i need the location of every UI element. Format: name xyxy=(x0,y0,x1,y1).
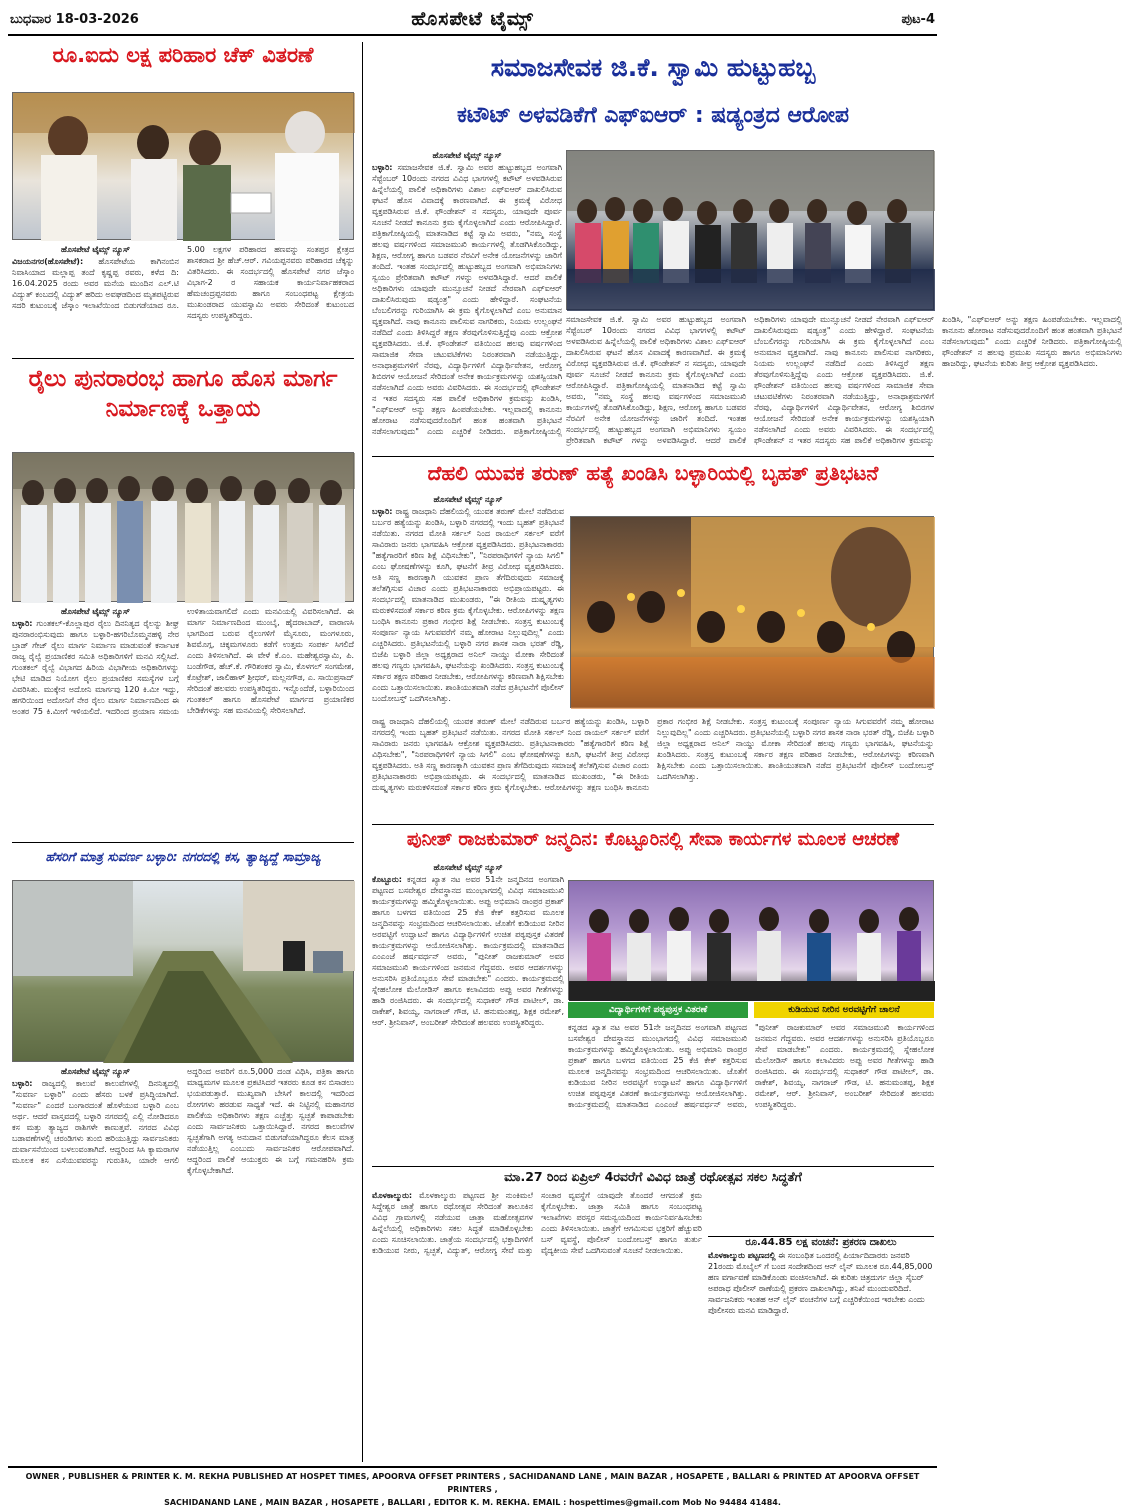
fair-body: ಮೊಳಕಾಲ್ಮುರು ಪಟ್ಟಣದ ಶ್ರೀ ನುಂಕಿಮಲೆ ಸಿದ್ದೇಶ್ವರ ಜಾತ್ರೆ ಹಾಗೂ ರಥೋತ್ಸವ ಸೇರಿದಂತೆ ತಾಲೂಕಿನ ವಿವಿಧ ಗ್ರಾಮಗಳಲ್ಲಿ ನಡೆಯುವ ಜಾತ್ರಾ ಮಹೋತ್ಸವಗಳ ಹಿನ್ನೆಲೆಯಲ್ಲಿ ಅಧಿಕಾರಿಗಳು ಸಕಲ ಸಿದ್ಧತೆ ಮಾಡಿಕೊಳ್ಳಬೇಕು ಎಂದು ಸೂಚಿಸಲಾಯಿತು. ಜಾತ್ರೆಯ ಸಂದರ್ಭದಲ್ಲಿ ಭಕ್ತಾದಿಗಳಿಗೆ ಕುಡಿಯುವ ನೀರು, ಸ್ವಚ್ಛತೆ, ವಿದ್ಯುತ್, ಆರೋಗ್ಯ ಸೇವೆ ಮತ್ತು ಸಂಚಾರ ವ್ಯವಸ್ಥೆಗೆ ಯಾವುದೇ ತೊಂದರೆ ಆಗದಂತೆ ಕ್ರಮ ಕೈಗೊಳ್ಳಬೇಕು. ಜಾತ್ರಾ ಸಮಿತಿ ಹಾಗೂ ಸಂಬಂಧಪಟ್ಟ ಇಲಾಖೆಗಳು ಪರಸ್ಪರ ಸಮನ್ವಯದಿಂದ ಕಾರ್ಯನಿರ್ವಹಿಸಬೇಕು ಎಂದು ತಿಳಿಸಲಾಯಿತು. ಜಾತ್ರೆಗೆ ಆಗಮಿಸುವ ಭಕ್ತರಿಗೆ ಹೆಚ್ಚುವರಿ ಬಸ್ ವ್ಯವಸ್ಥೆ, ಪೊಲೀಸ್ ಬಂದೋಬಸ್ತ್ ಹಾಗೂ ತುರ್ತು ವೈದ್ಯಕೀಯ ಸೇವೆ ಒದಗಿಸುವಂತೆ ಸೂಚನೆ ನೀಡಲಾಯಿತು. xyxy=(372,1191,702,1255)
cheque-byline: ಹೊಸಪೇಟೆ ಟೈಮ್ಸ್ ನ್ಯೂಸ್ xyxy=(61,245,130,254)
railway-dateline: ಬಳ್ಳಾರಿ: xyxy=(12,619,33,628)
protest-dateline: ಬಳ್ಳಾರಿ: xyxy=(372,507,393,516)
swamy-body-continued: ಸಮಾಜಸೇವಕ ಜಿ.ಕೆ. ಸ್ವಾಮಿ ಅವರ ಹುಟ್ಟುಹಬ್ಬದ ಅಂಗವಾಗಿ ಸೆಪ್ಟೆಂಬರ್ 10ರಂದು ನಗರದ ವಿವಿಧ ಭಾಗಗಳಲ್ಲಿ ಕಟೌಟ್ ಅಳವಡಿಸಿರುವ ಹಿನ್ನೆಲೆಯಲ್ಲಿ ಪಾಲಿಕೆ ಅಧಿಕಾರಿಗಳು ವಿಶಾಲ ಎಫ್ಐಆರ್ ದಾಖಲಿಸಿರುವ ಘಟನೆ ಹೊಸ ವಿವಾದಕ್ಕೆ ಕಾರಣವಾಗಿದೆ. ಈ ಕ್ರಮಕ್ಕೆ ವಿರೋಧ ವ್ಯಕ್ತಪಡಿಸಿರುವ ಜಿ.ಕೆ. ಫೌಂಡೇಶನ್ ನ ಸದಸ್ಯರು, ಯಾವುದೇ ಪೂರ್ವ ಸೂಚನೆ ನೀಡದೆ ಕಾನೂನು ಕ್ರಮ ಕೈಗೊಳ್ಳಲಾಗಿದೆ ಎಂದು ಆರೋಪಿಸಿದ್ದಾರೆ. ಪತ್ರಿಕಾಗೋಷ್ಠಿಯಲ್ಲಿ ಮಾತನಾಡಿದ ಕಟ್ಟೆ ಸ್ವಾಮಿ ಅವರು, "ನಮ್ಮ ಸಂಸ್ಥೆ ಹಲವು ವರ್ಷಗಳಿಂದ ಸಮಾಜಮುಖಿ ಕಾರ್ಯಗಳಲ್ಲಿ ತೊಡಗಿಸಿಕೊಂಡಿದ್ದು, ಶಿಕ್ಷಣ, ಆರೋಗ್ಯ ಹಾಗೂ ಬಡವರ ನೆರವಿಗೆ ಅನೇಕ ಯೋಜನೆಗಳನ್ನು ಜಾರಿಗೆ ತಂದಿದೆ. ಇಂತಹ ಸಂದರ್ಭದಲ್ಲಿ ಹುಟ್ಟುಹಬ್ಬದ ಅಂಗವಾಗಿ ಅಭಿಮಾನಿಗಳು ಸ್ವಯಂ ಪ್ರೇರಿತವಾಗಿ ಕಟೌಟ್ ಗಳನ್ನು ಅಳವಡಿಸಿದ್ದಾರೆ. ಆದರೆ ಪಾಲಿಕೆ ಅಧಿಕಾರಿಗಳು ಯಾವುದೇ ಮುನ್ಸೂಚನೆ ನೀಡದೆ ನೇರವಾಗಿ ಎಫ್ಐಆರ್ ದಾಖಲಿಸಿರುವುದು ಷಡ್ಯಂತ್ರ" ಎಂದು ಹೇಳಿದ್ದಾರೆ. ಸಂಘಟನೆಯ ಬೆಂಬಲಿಗರನ್ನು ಗುರಿಯಾಗಿಸಿ ಈ ಕ್ರಮ ಕೈಗೊಳ್ಳಲಾಗಿದೆ ಎಂಬ ಅನುಮಾನ ವ್ಯಕ್ತವಾಗಿದೆ. ನಾವು ಕಾನೂನು ಪಾಲಿಸುವ ನಾಗರಿಕರು, ನಿಯಮ ಉಲ್ಲಂಘನೆ ನಡೆದಿದೆ ಎಂದು ತಿಳಿಸಿದ್ದರೆ ತಕ್ಷಣ ತೆರವುಗೊಳಿಸುತ್ತಿದ್ದೆವು ಎಂದು ಆಕ್ರೋಶ ವ್ಯಕ್ತಪಡಿಸಿದರು. ಜಿ.ಕೆ. ಫೌಂಡೇಶನ್ ವತಿಯಿಂದ ಹಲವು ವರ್ಷಗಳಿಂದ ಸಾಮಾಜಿಕ ಸೇವಾ ಚಟುವಟಿಕೆಗಳು ನಿರಂತರವಾಗಿ ನಡೆಯುತ್ತಿದ್ದು, ಅನಾಥಾಶ್ರಮಗಳಿಗೆ ನೆರವು, ವಿದ್ಯಾರ್ಥಿಗಳಿಗೆ ವಿದ್ಯಾರ್ಥಿವೇತನ, ಆರೋಗ್ಯ ಶಿಬಿರಗಳ ಆಯೋಜನೆ ಸೇರಿದಂತೆ ಅನೇಕ ಕಾರ್ಯಕ್ರಮಗಳನ್ನು ಯಶಸ್ವಿಯಾಗಿ ನಡೆಸಲಾಗಿದೆ ಎಂದು ಅವರು ವಿವರಿಸಿದರು. ಈ ಸಂದರ್ಭದಲ್ಲಿ ಫೌಂಡೇಶನ್ ನ ಇತರ ಸದಸ್ಯರು ಸಹ ಪಾಲಿಕೆ ಅಧಿಕಾರಿಗಳ ಕ್ರಮವನ್ನು ಖಂಡಿಸಿ, "ಎಫ್ಐಆರ್ ಅನ್ನು ತಕ್ಷಣ ಹಿಂಪಡೆಯಬೇಕು. ಇಲ್ಲವಾದಲ್ಲಿ ಕಾನೂನು ಹೋರಾಟ ನಡೆಸುವುದರೊಂದಿಗೆ ಹಂತ ಹಂತವಾಗಿ ಪ್ರತಿಭಟನೆ ನಡೆಸಲಾಗುವುದು" ಎಂದು ಎಚ್ಚರಿಕೆ ನೀಡಿದರು. ಪತ್ರಿಕಾಗೋಷ್ಠಿಯಲ್ಲಿ ಫೌಂಡೇಶನ್ ನ ಹಲವು ಪ್ರಮುಖ ಸದಸ್ಯರು ಹಾಗೂ ಅಭಿಮಾನಿಗಳು ಹಾಜರಿದ್ದು, ಘಟನೆಯ ಕುರಿತು ತೀವ್ರ ಆಕ್ರೋಶ ವ್ಯಕ್ತಪಡಿಸಿದರು. xyxy=(566,315,1122,445)
garbage-photo-illustration xyxy=(13,881,355,1063)
puneeth-dateline: ಕೊಟ್ಟೂರು: xyxy=(372,875,402,884)
garbage-headline: ಹೆಸರಿಗೆ ಮಾತ್ರ ಸುವರ್ಣ ಬಳ್ಳಾರಿ: ನಗರದಲ್ಲಿ ಕಸ, ತ್ಯಾಜ್ಯದ್ದೆ ಸಾಮ್ರಾಜ್ಯ xyxy=(45,849,321,864)
fair-headline: ಮಾ.27 ರಿಂದ ಏಪ್ರಿಲ್ 4ರವರೆಗೆ ವಿವಿಧ ಜಾತ್ರೆ ರಥೋತ್ಸವ ಸಕಲ ಸಿದ್ಧತೆಗೆ xyxy=(504,1169,802,1184)
cheque-photo xyxy=(12,92,354,240)
cheque-photo-illustration xyxy=(13,93,355,241)
fraud-headline: ರೂ.44.85 ಲಕ್ಷ ವಂಚನೆ: ಪ್ರಕರಣ ದಾಖಲು xyxy=(745,1237,897,1248)
puneeth-caption-right: ಕುಡಿಯುವ ನೀರಿನ ಅರವಟ್ಟಿಗೆಗೆ ಚಾಲನೆ xyxy=(754,1002,934,1018)
fair-article xyxy=(372,1190,702,1460)
garbage-dateline: ಬಳ್ಳಾರಿ: xyxy=(12,1079,33,1088)
swamy-byline: ಹೊಸಪೇಟೆ ಟೈಮ್ಸ್ ನ್ಯೂಸ್ xyxy=(432,151,502,160)
railway-byline: ಹೊಸಪೇಟೆ ಟೈಮ್ಸ್ ನ್ಯೂಸ್ xyxy=(61,607,130,616)
protest-article-b xyxy=(372,716,934,820)
protest-photo-illustration xyxy=(571,517,935,709)
cheque-article xyxy=(12,244,354,354)
protest-body: ರಾಷ್ಟ್ರ ರಾಜಧಾನಿ ದೆಹಲಿಯಲ್ಲಿ ಯುವಕ ತರುಣ್ ಮೇಲೆ ನಡೆದಿರುವ ಬರ್ಬರ ಹತ್ಯೆಯನ್ನು ಖಂಡಿಸಿ, ಬಳ್ಳಾರಿ ನಗರದಲ್ಲಿ ಇಂದು ಬೃಹತ್ ಪ್ರತಿಭಟನೆ ನಡೆಯಿತು. ನಗರದ ಮೋತಿ ಸರ್ಕಲ್ ನಿಂದ ರಾಯಲ್ ಸರ್ಕಲ್ ವರೆಗೆ ಸಾವಿರಾರು ಜನರು ಭಾಗವಹಿಸಿ ಆಕ್ರೋಶ ವ್ಯಕ್ತಪಡಿಸಿದರು. ಪ್ರತಿಭಟನಾಕಾರರು "ಹತ್ಯೆಗಾರರಿಗೆ ಕಠಿಣ ಶಿಕ್ಷೆ ವಿಧಿಸಬೇಕು", "ನಿರಪರಾಧಿಗಳಿಗೆ ನ್ಯಾಯ ಸಿಗಲಿ" ಎಂಬ ಘೋಷಣೆಗಳನ್ನು ಕೂಗಿ, ಘಟನೆಗೆ ತೀವ್ರ ವಿರೋಧ ವ್ಯಕ್ತಪಡಿಸಿದರು. ಅತಿ ಸಣ್ಣ ಕಾರಣಕ್ಕಾಗಿ ಯುವಕನ ಪ್ರಾಣ ತೆಗೆದಿರುವುದು ಸಮಾಜಕ್ಕೆ ತಲೆತಗ್ಗಿಸುವ ವಿಚಾರ ಎಂದು ಪ್ರತಿಭಟನಾಕಾರರು ಅಭಿಪ್ರಾಯಪಟ್ಟರು. ಈ ಸಂದರ್ಭದಲ್ಲಿ ಮಾತನಾಡಿದ ಮುಖಂಡರು, "ಈ ರೀತಿಯ ದುಷ್ಕೃತ್ಯಗಳು ಮರುಕಳಿಸದಂತೆ ಸರ್ಕಾರ ಕಠಿಣ ಕ್ರಮ ಕೈಗೊಳ್ಳಬೇಕು. ಆರೋಪಿಗಳನ್ನು ತಕ್ಷಣ ಬಂಧಿಸಿ ಕಾನೂನು ಪ್ರಕಾರ ಗಂಭೀರ ಶಿಕ್ಷೆ ನೀಡಬೇಕು. ಸಂತ್ರಸ್ತ ಕುಟುಂಬಕ್ಕೆ ಸಂಪೂರ್ಣ ನ್ಯಾಯ ಸಿಗುವವರೆಗೆ ನಮ್ಮ ಹೋರಾಟ ನಿಲ್ಲುವುದಿಲ್ಲ" ಎಂದು ಎಚ್ಚರಿಸಿದರು. ಪ್ರತಿಭಟನೆಯಲ್ಲಿ ಬಳ್ಳಾರಿ ನಗರ ಶಾಸಕ ನಾರಾ ಭರತ್ ರೆಡ್ಡಿ, ಬಿಜೆಪಿ ಬಳ್ಳಾರಿ ಜಿಲ್ಲಾ ಅಧ್ಯಕ್ಷರಾದ ಅನಿಲ್ ನಾಯ್ಡು ಮೋಕಾ ಸೇರಿದಂತೆ ಹಲವು ಗಣ್ಯರು ಭಾಗವಹಿಸಿ, ಘಟನೆಯನ್ನು ಖಂಡಿಸಿದರು. ಸಂತ್ರಸ್ತ ಕುಟುಂಬಕ್ಕೆ ಸರ್ಕಾರ ತಕ್ಷಣ ಪರಿಹಾರ ನೀಡಬೇಕು, ಆರೋಪಿಗಳನ್ನು ಕಠಿಣವಾಗಿ ಶಿಕ್ಷಿಸಬೇಕು ಎಂದು ಒತ್ತಾಯಿಸಲಾಯಿತು. ಶಾಂತಿಯುತವಾಗಿ ನಡೆದ ಪ್ರತಿಭಟನೆಗೆ ಪೊಲೀಸ್ ಬಂದೋಬಸ್ತ್ ಒದಗಿಸಲಾಗಿತ್ತು. xyxy=(372,507,565,703)
garbage-byline: ಹೊಸಪೇಟೆ ಟೈಮ್ಸ್ ನ್ಯೂಸ್ xyxy=(61,1067,130,1076)
rule xyxy=(372,456,934,457)
railway-headline: ರೈಲು ಪುನರಾರಂಭ ಹಾಗೂ ಹೊಸ ಮಾರ್ಗ ನಿರ್ಮಾಣಕ್ಕೆ ಒತ್ತಾಯ xyxy=(28,366,338,422)
puneeth-body: ಕನ್ನಡದ ಖ್ಯಾತ ನಟ ಅವರ 51ನೇ ಜನ್ಮದಿನದ ಅಂಗವಾಗಿ ಪಟ್ಟಣದ ಬಸವೇಶ್ವರ ದೇವಸ್ಥಾನದ ಮುಂಭಾಗದಲ್ಲಿ ವಿವಿಧ ಸಮಾಜಮುಖಿ ಕಾರ್ಯಕ್ರಮಗಳನ್ನು ಹಮ್ಮಿಕೊಳ್ಳಲಾಯಿತು. ಅಪ್ಪು ಅಭಿಮಾನಿ ರಾಂಪ್ರರ ಪ್ರಕಾಶ್ ಹಾಗೂ ಬಳಗದ ವತಿಯಿಂದ 25 ಕೆಜಿ ಕೇಕ್ ಕತ್ತರಿಸುವ ಮೂಲಕ ಜನ್ಮದಿನವನ್ನು ಸಂಭ್ರಮದಿಂದ ಆಚರಿಸಲಾಯಿತು. ಜೊತೆಗೆ ಕುಡಿಯುವ ನೀರಿನ ಅರವಟ್ಟಿಗೆ ಉದ್ಘಾಟನೆ ಹಾಗೂ ವಿದ್ಯಾರ್ಥಿಗಳಿಗೆ ಉಚಿತ ಪಠ್ಯಪುಸ್ತಕ ವಿತರಣೆ ಕಾರ್ಯಕ್ರಮಗಳನ್ನು ಆಯೋಜಿಸಲಾಗಿತ್ತು. ಕಾರ್ಯಕ್ರಮದಲ್ಲಿ ಮಾತನಾಡಿದ ಎಂಎಂಜೆ ಹರ್ಷವರ್ಧನ್ ಅವರು, "ಪುನೀತ್ ರಾಜಕುಮಾರ್ ಅವರ ಸಮಾಜಮುಖಿ ಕಾರ್ಯಗಳಿಂದ ಜನಮನ ಗೆದ್ದವರು. ಅವರ ಆದರ್ಶಗಳನ್ನು ಅನುಸರಿಸಿ ಪ್ರತಿಯೊಬ್ಬರೂ ಸೇವೆ ಮಾಡಬೇಕು" ಎಂದರು. ಕಾರ್ಯಕ್ರಮದಲ್ಲಿ ಸ್ನೇಹಲೋಕ ಮೆಲೋಡಿಸ್ ಹಾಗೂ ಕಲಾವಿದರು ಅಪ್ಪು ಅವರ ಗೀತೆಗಳನ್ನು ಹಾಡಿ ರಂಜಿಸಿದರು. ಈ ಸಂದರ್ಭದಲ್ಲಿ ಸುಧಾಕರ್ ಗೌಡ ಪಾಟೀಲ್, ಡಾ. ರಾಕೇಶ್, ಶಿವಯ್ಯ, ನಾಗರಾಜ್ ಗೌಡ, ಟಿ. ಹನುಮಂತಪ್ಪ, ಶಿಕ್ಷಕ ರಮೇಶ್, ಆರ್. ಶ್ರೀನಿವಾಸ್, ಅಂಬರೀಶ್ ಸೇರಿದಂತೆ ಹಲವರು ಉಪಸ್ಥಿತರಿದ್ದರು. xyxy=(372,875,564,1027)
cheque-dateline: ವಿಜಯನಗರ(ಹೊಸಪೇಟೆ): xyxy=(12,257,84,266)
rule xyxy=(12,842,354,843)
newspaper-name: ಹೊಸಪೇಟೆ ಟೈಮ್ಸ್ xyxy=(411,8,534,30)
fair-dateline: ಮೊಳಕಾಲ್ಮುರು: xyxy=(372,1191,413,1200)
rule xyxy=(372,824,934,825)
fraud-dateline: ಮೊಳಕಾಲ್ಮುರು ಪಟ್ಟಣದಲ್ಲಿ xyxy=(708,1251,776,1260)
imprint-line-1: OWNER , PUBLISHER & PRINTER K. M. REKHA PUBLISHED AT HOSPET TIMES, APOORVA OFFSET PRINTERS , SACHIDANAND LANE , MAIN BAZAR , HOSAPETE , BALLARI & PRINTED AT APOORVA OFFSET PRINTERS , xyxy=(25,1472,920,1494)
puneeth-article-a xyxy=(372,862,564,1162)
puneeth-article-b xyxy=(568,1022,934,1162)
swamy-article-b xyxy=(566,314,1122,452)
swamy-body: ಸಮಾಜಸೇವಕ ಜಿ.ಕೆ. ಸ್ವಾಮಿ ಅವರ ಹುಟ್ಟುಹಬ್ಬದ ಅಂಗವಾಗಿ ಸೆಪ್ಟೆಂಬರ್ 10ರಂದು ನಗರದ ವಿವಿಧ ಭಾಗಗಳಲ್ಲಿ ಕಟೌಟ್ ಅಳವಡಿಸಿರುವ ಹಿನ್ನೆಲೆಯಲ್ಲಿ ಪಾಲಿಕೆ ಅಧಿಕಾರಿಗಳು ವಿಶಾಲ ಎಫ್ಐಆರ್ ದಾಖಲಿಸಿರುವ ಘಟನೆ ಹೊಸ ವಿವಾದಕ್ಕೆ ಕಾರಣವಾಗಿದೆ. ಈ ಕ್ರಮಕ್ಕೆ ವಿರೋಧ ವ್ಯಕ್ತಪಡಿಸಿರುವ ಜಿ.ಕೆ. ಫೌಂಡೇಶನ್ ನ ಸದಸ್ಯರು, ಯಾವುದೇ ಪೂರ್ವ ಸೂಚನೆ ನೀಡದೆ ಕಾನೂನು ಕ್ರಮ ಕೈಗೊಳ್ಳಲಾಗಿದೆ ಎಂದು ಆರೋಪಿಸಿದ್ದಾರೆ. ಪತ್ರಿಕಾಗೋಷ್ಠಿಯಲ್ಲಿ ಮಾತನಾಡಿದ ಕಟ್ಟೆ ಸ್ವಾಮಿ ಅವರು, "ನಮ್ಮ ಸಂಸ್ಥೆ ಹಲವು ವರ್ಷಗಳಿಂದ ಸಮಾಜಮುಖಿ ಕಾರ್ಯಗಳಲ್ಲಿ ತೊಡಗಿಸಿಕೊಂಡಿದ್ದು, ಶಿಕ್ಷಣ, ಆರೋಗ್ಯ ಹಾಗೂ ಬಡವರ ನೆರವಿಗೆ ಅನೇಕ ಯೋಜನೆಗಳನ್ನು ಜಾರಿಗೆ ತಂದಿದೆ. ಇಂತಹ ಸಂದರ್ಭದಲ್ಲಿ ಹುಟ್ಟುಹಬ್ಬದ ಅಂಗವಾಗಿ ಅಭಿಮಾನಿಗಳು ಸ್ವಯಂ ಪ್ರೇರಿತವಾಗಿ ಕಟೌಟ್ ಗಳನ್ನು ಅಳವಡಿಸಿದ್ದಾರೆ. ಆದರೆ ಪಾಲಿಕೆ ಅಧಿಕಾರಿಗಳು ಯಾವುದೇ ಮುನ್ಸೂಚನೆ ನೀಡದೆ ನೇರವಾಗಿ ಎಫ್ಐಆರ್ ದಾಖಲಿಸಿರುವುದು ಷಡ್ಯಂತ್ರ" ಎಂದು ಹೇಳಿದ್ದಾರೆ. ಸಂಘಟನೆಯ ಬೆಂಬಲಿಗರನ್ನು ಗುರಿಯಾಗಿಸಿ ಈ ಕ್ರಮ ಕೈಗೊಳ್ಳಲಾಗಿದೆ ಎಂಬ ಅನುಮಾನ ವ್ಯಕ್ತವಾಗಿದೆ. ನಾವು ಕಾನೂನು ಪಾಲಿಸುವ ನಾಗರಿಕರು, ನಿಯಮ ಉಲ್ಲಂಘನೆ ನಡೆದಿದೆ ಎಂದು ತಿಳಿಸಿದ್ದರೆ ತಕ್ಷಣ ತೆರವುಗೊಳಿಸುತ್ತಿದ್ದೆವು ಎಂದು ಆಕ್ರೋಶ ವ್ಯಕ್ತಪಡಿಸಿದರು. ಜಿ.ಕೆ. ಫೌಂಡೇಶನ್ ವತಿಯಿಂದ ಹಲವು ವರ್ಷಗಳಿಂದ ಸಾಮಾಜಿಕ ಸೇವಾ ಚಟುವಟಿಕೆಗಳು ನಿರಂತರವಾಗಿ ನಡೆಯುತ್ತಿದ್ದು, ಅನಾಥಾಶ್ರಮಗಳಿಗೆ ನೆರವು, ವಿದ್ಯಾರ್ಥಿಗಳಿಗೆ ವಿದ್ಯಾರ್ಥಿವೇತನ, ಆರೋಗ್ಯ ಶಿಬಿರಗಳ ಆಯೋಜನೆ ಸೇರಿದಂತೆ ಅನೇಕ ಕಾರ್ಯಕ್ರಮಗಳನ್ನು ಯಶಸ್ವಿಯಾಗಿ ನಡೆಸಲಾಗಿದೆ ಎಂದು ಅವರು ವಿವರಿಸಿದರು. ಈ ಸಂದರ್ಭದಲ್ಲಿ ಫೌಂಡೇಶನ್ ನ ಇತರ ಸದಸ್ಯರು ಸಹ ಪಾಲಿಕೆ ಅಧಿಕಾರಿಗಳ ಕ್ರಮವನ್ನು ಖಂಡಿಸಿ, "ಎಫ್ಐಆರ್ ಅನ್ನು ತಕ್ಷಣ ಹಿಂಪಡೆಯಬೇಕು. ಇಲ್ಲವಾದಲ್ಲಿ ಕಾನೂನು ಹೋರಾಟ ನಡೆಸುವುದರೊಂದಿಗೆ ಹಂತ ಹಂತವಾಗಿ ಪ್ರತಿಭಟನೆ ನಡೆಸಲಾಗುವುದು" ಎಂದು ಎಚ್ಚರಿಕೆ ನೀಡಿದರು. ಪತ್ರಿಕಾಗೋಷ್ಠಿಯಲ್ಲಿ xyxy=(372,163,562,436)
swamy-photo-illustration xyxy=(567,151,935,311)
puneeth-photo-illustration xyxy=(569,881,935,1001)
imprint-line-2: SACHIDANAND LANE , MAIN BAZAR , HOSAPETE , BALLARI , EDITOR K. M. REKHA. EMAIL : hospettimes@gmail.com Mob No 94484 41484. xyxy=(164,1498,781,1507)
protest-article-a xyxy=(372,494,564,714)
swamy-photo xyxy=(566,150,934,310)
cheque-body: ಹೊಸಪೇಟೆಯ ಕಾಗಿನಂಬಿನ ನಿವಾಸಿಯಾದ ಮಲ್ಲಾಪ್ಪ ತಂದೆ ಕೃಷ್ಣಪ್ಪ ರವರು, ಕಳೆದ ದಿ: 16.04.2025 ರಂದು ಅವರ ಮನೆಯ ಮುಂದಿನ ಎಲ್.ಟಿ ವಿದ್ಯುತ್ ಕಂಬದಲ್ಲಿ ವಿದ್ಯುತ್ ಹರಿದು ಅವಘಡದಿಂದ ಮೃತಪಟ್ಟಿರುವ ಸದರಿ ಕುಟುಂಬಕ್ಕೆ ಜೆಸ್ಕಾಂ ಇಲಾಖೆಯಿಂದ ಬಿಡುಗಡೆಯಾದ ರೂ. 5.00 ಲಕ್ಷಗಳ ಪರಿಹಾರದ ಹಣವನ್ನು ಸಂತಪ್ತರ ಕ್ಷೇತ್ರದ ಶಾಸಕರಾದ ಶ್ರೀ ಹೆಚ್.ಆರ್. ಗವಿಯಪ್ಪನವರು ಪರಿಹಾರದ ಚೆಕ್ಕನ್ನು ವಿತರಿಸಿದರು. ಈ ಸಂದರ್ಭದಲ್ಲಿ ಹೊಸಪೇಟೆ ನಗರ ಜೆಸ್ಕಾಂ ವಿಭಾಗ-2 ರ ಸಹಾಯಕ ಕಾರ್ಯನಿರ್ವಾಹಕರಾದ ಹೆಮಚಂದ್ರಪ್ಪನವರು ಹಾಗೂ ಸಂಬಂಧಪಟ್ಟ ಕ್ಷೇತ್ರಯ ಮುಖಂಡರಾದ ಯುವಸ್ವಾಮಿ ಅವರು ಸೇರಿದಂತೆ ಕುಟುಂಬದ ಸದಸ್ಯರು ಉಪಸ್ಥಿತರಿದ್ದರು. xyxy=(12,245,354,320)
swamy-headline-1: ಸಮಾಜಸೇವಕ ಜಿ.ಕೆ. ಸ್ವಾಮಿ ಹುಟ್ಟುಹಬ್ಬ xyxy=(490,53,816,82)
puneeth-caption-left: ವಿದ್ಯಾರ್ಥಿಗಳಿಗೆ ಪಠ್ಯಪುಸ್ತಕ ವಿತರಣೆ xyxy=(568,1002,748,1018)
railway-photo-illustration xyxy=(13,453,355,603)
swamy-headline-2: ಕಟೌಟ್ ಅಳವಡಿಕೆಗೆ ಎಫ್ಐಆರ್ : ಷಡ್ಯಂತ್ರದ ಆರೋಪ xyxy=(456,103,850,128)
rule xyxy=(12,358,354,359)
protest-byline: ಹೊಸಪೇಟೆ ಟೈಮ್ಸ್ ನ್ಯೂಸ್ xyxy=(433,495,503,504)
railway-article xyxy=(12,606,354,838)
imprint-footer xyxy=(8,1466,937,1507)
protest-headline: ದೆಹಲಿ ಯುವಕ ತರುಣ್ ಹತ್ಯೆ ಖಂಡಿಸಿ ಬಳ್ಳಾರಿಯಲ್ಲಿ ಬೃಹತ್ ಪ್ರತಿಭಟನೆ xyxy=(427,461,879,485)
rule xyxy=(372,1166,934,1167)
swamy-dateline: ಬಳ್ಳಾರಿ: xyxy=(372,163,393,172)
protest-photo xyxy=(570,516,934,708)
protest-body-continued: ರಾಷ್ಟ್ರ ರಾಜಧಾನಿ ದೆಹಲಿಯಲ್ಲಿ ಯುವಕ ತರುಣ್ ಮೇಲೆ ನಡೆದಿರುವ ಬರ್ಬರ ಹತ್ಯೆಯನ್ನು ಖಂಡಿಸಿ, ಬಳ್ಳಾರಿ ನಗರದಲ್ಲಿ ಇಂದು ಬೃಹತ್ ಪ್ರತಿಭಟನೆ ನಡೆಯಿತು. ನಗರದ ಮೋತಿ ಸರ್ಕಲ್ ನಿಂದ ರಾಯಲ್ ಸರ್ಕಲ್ ವರೆಗೆ ಸಾವಿರಾರು ಜನರು ಭಾಗವಹಿಸಿ ಆಕ್ರೋಶ ವ್ಯಕ್ತಪಡಿಸಿದರು. ಪ್ರತಿಭಟನಾಕಾರರು "ಹತ್ಯೆಗಾರರಿಗೆ ಕಠಿಣ ಶಿಕ್ಷೆ ವಿಧಿಸಬೇಕು", "ನಿರಪರಾಧಿಗಳಿಗೆ ನ್ಯಾಯ ಸಿಗಲಿ" ಎಂಬ ಘೋಷಣೆಗಳನ್ನು ಕೂಗಿ, ಘಟನೆಗೆ ತೀವ್ರ ವಿರೋಧ ವ್ಯಕ್ತಪಡಿಸಿದರು. ಅತಿ ಸಣ್ಣ ಕಾರಣಕ್ಕಾಗಿ ಯುವಕನ ಪ್ರಾಣ ತೆಗೆದಿರುವುದು ಸಮಾಜಕ್ಕೆ ತಲೆತಗ್ಗಿಸುವ ವಿಚಾರ ಎಂದು ಪ್ರತಿಭಟನಾಕಾರರು ಅಭಿಪ್ರಾಯಪಟ್ಟರು. ಈ ಸಂದರ್ಭದಲ್ಲಿ ಮಾತನಾಡಿದ ಮುಖಂಡರು, "ಈ ರೀತಿಯ ದುಷ್ಕೃತ್ಯಗಳು ಮರುಕಳಿಸದಂತೆ ಸರ್ಕಾರ ಕಠಿಣ ಕ್ರಮ ಕೈಗೊಳ್ಳಬೇಕು. ಆರೋಪಿಗಳನ್ನು ತಕ್ಷಣ ಬಂಧಿಸಿ ಕಾನೂನು ಪ್ರಕಾರ ಗಂಭೀರ ಶಿಕ್ಷೆ ನೀಡಬೇಕು. ಸಂತ್ರಸ್ತ ಕುಟುಂಬಕ್ಕೆ ಸಂಪೂರ್ಣ ನ್ಯಾಯ ಸಿಗುವವರೆಗೆ ನಮ್ಮ ಹೋರಾಟ ನಿಲ್ಲುವುದಿಲ್ಲ" ಎಂದು ಎಚ್ಚರಿಸಿದರು. ಪ್ರತಿಭಟನೆಯಲ್ಲಿ ಬಳ್ಳಾರಿ ನಗರ ಶಾಸಕ ನಾರಾ ಭರತ್ ರೆಡ್ಡಿ, ಬಿಜೆಪಿ ಬಳ್ಳಾರಿ ಜಿಲ್ಲಾ ಅಧ್ಯಕ್ಷರಾದ ಅನಿಲ್ ನಾಯ್ಡು ಮೋಕಾ ಸೇರಿದಂತೆ ಹಲವು ಗಣ್ಯರು ಭಾಗವಹಿಸಿ, ಘಟನೆಯನ್ನು ಖಂಡಿಸಿದರು. ಸಂತ್ರಸ್ತ ಕುಟುಂಬಕ್ಕೆ ಸರ್ಕಾರ ತಕ್ಷಣ ಪರಿಹಾರ ನೀಡಬೇಕು, ಆರೋಪಿಗಳನ್ನು ಕಠಿಣವಾಗಿ ಶಿಕ್ಷಿಸಬೇಕು ಎಂದು ಒತ್ತಾಯಿಸಲಾಯಿತು. ಶಾಂತಿಯುತವಾಗಿ ನಡೆದ ಪ್ರತಿಭಟನೆಗೆ ಪೊಲೀಸ್ ಬಂದೋಬಸ್ತ್ ಒದಗಿಸಲಾಗಿತ್ತು. xyxy=(372,717,934,792)
fraud-body: ಈ ಸಂಬಂಧಿತ ಒಂದರಲ್ಲಿ ಪಿರ್ಯಾದಿದಾರರು ಜನವರಿ 21ರಂದು ಮೊಬೈಲ್ ಗೆ ಬಂದ ಸಂದೇಶದಿಂದ ಆನ್ ಲೈನ್ ಮೂಲಕ ರೂ.44,85,000 ಹಣ ವರ್ಗಾವಣೆ ಮಾಡಿಕೊಂಡು ವಂಚಿಸಲಾಗಿದೆ. ಈ ಕುರಿತು ಚಿತ್ರದುರ್ಗ ಜಿಲ್ಲಾ ಸೈಬರ್ ಅಪರಾಧ ಪೊಲೀಸ್ ಠಾಣೆಯಲ್ಲಿ ಪ್ರಕರಣ ದಾಖಲಾಗಿದ್ದು, ತನಿಖೆ ಮುಂದುವರಿದಿದೆ. ಸಾರ್ವಜನಿಕರು ಇಂತಹ ಆನ್ ಲೈನ್ ವಂಚನೆಗಳ ಬಗ್ಗೆ ಎಚ್ಚರಿಕೆಯಿಂದ ಇರಬೇಕು ಎಂದು ಪೊಲೀಸರು ಮನವಿ ಮಾಡಿದ್ದಾರೆ. xyxy=(708,1251,933,1315)
puneeth-body-continued: ಕನ್ನಡದ ಖ್ಯಾತ ನಟ ಅವರ 51ನೇ ಜನ್ಮದಿನದ ಅಂಗವಾಗಿ ಪಟ್ಟಣದ ಬಸವೇಶ್ವರ ದೇವಸ್ಥಾನದ ಮುಂಭಾಗದಲ್ಲಿ ವಿವಿಧ ಸಮಾಜಮುಖಿ ಕಾರ್ಯಕ್ರಮಗಳನ್ನು ಹಮ್ಮಿಕೊಳ್ಳಲಾಯಿತು. ಅಪ್ಪು ಅಭಿಮಾನಿ ರಾಂಪ್ರರ ಪ್ರಕಾಶ್ ಹಾಗೂ ಬಳಗದ ವತಿಯಿಂದ 25 ಕೆಜಿ ಕೇಕ್ ಕತ್ತರಿಸುವ ಮೂಲಕ ಜನ್ಮದಿನವನ್ನು ಸಂಭ್ರಮದಿಂದ ಆಚರಿಸಲಾಯಿತು. ಜೊತೆಗೆ ಕುಡಿಯುವ ನೀರಿನ ಅರವಟ್ಟಿಗೆ ಉದ್ಘಾಟನೆ ಹಾಗೂ ವಿದ್ಯಾರ್ಥಿಗಳಿಗೆ ಉಚಿತ ಪಠ್ಯಪುಸ್ತಕ ವಿತರಣೆ ಕಾರ್ಯಕ್ರಮಗಳನ್ನು ಆಯೋಜಿಸಲಾಗಿತ್ತು. ಕಾರ್ಯಕ್ರಮದಲ್ಲಿ ಮಾತನಾಡಿದ ಎಂಎಂಜೆ ಹರ್ಷವರ್ಧನ್ ಅವರು, "ಪುನೀತ್ ರಾಜಕುಮಾರ್ ಅವರ ಸಮಾಜಮುಖಿ ಕಾರ್ಯಗಳಿಂದ ಜನಮನ ಗೆದ್ದವರು. ಅವರ ಆದರ್ಶಗಳನ್ನು ಅನುಸರಿಸಿ ಪ್ರತಿಯೊಬ್ಬರೂ ಸೇವೆ ಮಾಡಬೇಕು" ಎಂದರು. ಕಾರ್ಯಕ್ರಮದಲ್ಲಿ ಸ್ನೇಹಲೋಕ ಮೆಲೋಡಿಸ್ ಹಾಗೂ ಕಲಾವಿದರು ಅಪ್ಪು ಅವರ ಗೀತೆಗಳನ್ನು ಹಾಡಿ ರಂಜಿಸಿದರು. ಈ ಸಂದರ್ಭದಲ್ಲಿ ಸುಧಾಕರ್ ಗೌಡ ಪಾಟೀಲ್, ಡಾ. ರಾಕೇಶ್, ಶಿವಯ್ಯ, ನಾಗರಾಜ್ ಗೌಡ, ಟಿ. ಹನುಮಂತಪ್ಪ, ಶಿಕ್ಷಕ ರಮೇಶ್, ಆರ್. ಶ್ರೀನಿವಾಸ್, ಅಂಬರೀಶ್ ಸೇರಿದಂತೆ ಹಲವರು ಉಪಸ್ಥಿತರಿದ್ದರು. xyxy=(568,1023,934,1109)
garbage-article xyxy=(12,1066,354,1460)
puneeth-photo xyxy=(568,880,934,1000)
issue-date: ಬುಧವಾರ 18-03-2026 xyxy=(10,12,139,27)
fraud-box xyxy=(708,1236,934,1460)
garbage-photo xyxy=(12,880,354,1062)
page-number: ಪುಟ-4 xyxy=(901,12,935,27)
swamy-article-a xyxy=(372,150,562,450)
column-divider xyxy=(362,42,363,1462)
garbage-body: ರಾಜ್ಯದಲ್ಲಿ ಕಾಲುವೆ ಕಾಲುವೆಗಳಲ್ಲಿ ದಿನನಿತ್ಯದಲ್ಲಿ "ಸುವರ್ಣ ಬಳ್ಳಾರಿ" ಎಂದು ಹೆಸರು ಬಳಕೆ ಪ್ರಸಿದ್ಧಿಯಾಗಿದೆ. "ಸುವರ್ಣ" ಎಂದರೆ ಬಂಗಾರದಂತೆ ಹೊಳೆಯುವ ಬಳ್ಳಾರಿ ಎಂಬ ಅರ್ಥ. ಆದರೆ ವಾಸ್ತವದಲ್ಲಿ ಬಳ್ಳಾರಿ ನಗರದಲ್ಲಿ ಎಲ್ಲಿ ನೋಡಿದರೂ ಕಸ ಮತ್ತು ತ್ಯಾಜ್ಯದ ರಾಶಿಗಳೇ ಕಾಣುತ್ತವೆ. ನಗರದ ವಿವಿಧ ಬಡಾವಣೆಗಳಲ್ಲಿ ಚರಂಡಿಗಳು ತುಂಬಿ ಹರಿಯುತ್ತಿದ್ದು ಸಾರ್ವಜನಿಕರು ದುರ್ವಾಸನೆಯಿಂದ ಬಳಲುವಂತಾಗಿದೆ. ಆದ್ದರಿಂದ ಸಿಸಿ ಕ್ಯಾಮರಾಗಳ ಮೂಲಕ ಕಸ ಎಸೆಯುವವರನ್ನು ಗುರುತಿಸಿ, ಯಾರೇ ಆಗಲಿ ಅದ್ದರಿಂದ ಅವರಿಗೆ ರೂ.5,000 ದಂಡ ವಿಧಿಸಿ, ಪತ್ರಿಕಾ ಹಾಗೂ ಮಾಧ್ಯಮಗಳ ಮೂಲಕ ಪ್ರಕಟಿಸಿದರೆ ಇತರರು ಕೂಡ ಕಸ ಬಿಸಾಡಲು ಭಯಪಡುತ್ತಾರೆ. ಮುಖ್ಯವಾಗಿ ಬೇಸಿಗೆ ಕಾಲದಲ್ಲಿ ಇದರಿಂದ ರೋಗಗಳು ಹರಡುವ ಸಾಧ್ಯತೆ ಇದೆ. ಈ ನಿಟ್ಟಿನಲ್ಲಿ ಮಹಾನಗರ ಪಾಲಿಕೆಯ ಅಧಿಕಾರಿಗಳು ತಕ್ಷಣ ಎಚ್ಚೆತ್ತು ಸ್ವಚ್ಛತೆ ಕಾಪಾಡಬೇಕು ಎಂದು ಸಾರ್ವಜನಿಕರು ಒತ್ತಾಯಿಸಿದ್ದಾರೆ. ನಗರದ ಕಾಲುವೆಗಳ ಸ್ವಚ್ಛತೆಗಾಗಿ ಅಗತ್ಯ ಅನುದಾನ ಬಿಡುಗಡೆಯಾಗಿದ್ದರೂ ಕೆಲಸ ಮಾತ್ರ ನಡೆಯುತ್ತಿಲ್ಲ ಎಂಬುದು ಸಾರ್ವಜನಿಕರ ಆರೋಪವಾಗಿದೆ. ಆದ್ದರಿಂದ ಪಾಲಿಕೆ ಆಯುಕ್ತರು ಈ ಬಗ್ಗೆ ಗಮನಹರಿಸಿ ಕ್ರಮ ಕೈಗೊಳ್ಳಬೇಕಾಗಿದೆ. xyxy=(12,1067,354,1175)
railway-body: ಗುಂತಕಲ್-ಕೊಲ್ಲಾಪುರ ರೈಲು ದಿನನಿತ್ಯದ ರೈಲನ್ನು ಶೀಘ್ರ ಪುನರಾರಂಭಿಸುವುದು ಹಾಗೂ ಬಳ್ಳಾರಿ-ಹಗರಿಬೊಮ್ಮನಹಳ್ಳಿ ನೇರ ಬ್ರಾಡ್ ಗೇಜ್ ರೈಲು ಮಾರ್ಗ ನಿರ್ಮಾಣ ಮಾಡುವಂತೆ ಕರ್ನಾಟಕ ರಾಜ್ಯ ರೈಲ್ವೆ ಪ್ರಯಾಣಿಕರ ಸಮಿತಿ ಅಧಿಕಾರಿಗಳಿಗೆ ಮನವಿ ಸಲ್ಲಿಸಿದೆ. ಗುಂತಕಲ್ ರೈಲ್ವೆ ವಿಭಾಗದ ಹಿರಿಯ ವಿಭಾಗೀಯ ಅಧಿಕಾರಿಗಳನ್ನು ಭೇಟಿ ಮಾಡಿದ ನಿಯೋಗ ರೈಲು ಪ್ರಯಾಣಿಕರ ಸಮಸ್ಯೆಗಳ ಬಗ್ಗೆ ವಿವರಿಸಿತು. ಮುಕ್ಕೇನ ಅದೋನಿ ಮಾರ್ಗವು 120 ಕಿ.ಮೀ ಇದ್ದು, ಹಗರಿಯಿಂದ ಅದೋನಿಗೆ ನೇರ ರೈಲು ಮಾರ್ಗ ನಿರ್ಮಾಣದಿಂದ ಈ ಅಂತರ 75 ಕಿ.ಮೀಗೆ ಇಳಿಯಲಿದೆ. ಇದರಿಂದ ಪ್ರಯಾಣ ಸಮಯ ಉಳಿತಾಯವಾಗಲಿದೆ ಎಂದು ಮನವಿಯಲ್ಲಿ ವಿವರಿಸಲಾಗಿದೆ. ಈ ಮಾರ್ಗ ನಿರ್ಮಾಣದಿಂದ ಮುಂಬೈ, ಹೈದರಾಬಾದ್, ವಾರಾಣಸಿ ಭಾಗದಿಂದ ಬರುವ ರೈಲುಗಳಿಗೆ ಮೈಸೂರು, ಮಂಗಳೂರು, ಶಿವಮೊಗ್ಗ, ಚಿಕ್ಕಮಗಳೂರು ಕಡೆಗೆ ಉತ್ತಮ ಸಂಪರ್ಕ ಸಿಗಲಿದೆ ಎಂದು ತಿಳಿಸಲಾಗಿದೆ. ಈ ವೇಳೆ ಕೆ.ಎಂ. ಮಹೇಶ್ವರಸ್ವಾಮಿ, ಪಿ. ಬಂಡೆಗೌಡ, ಹೆಚ್.ಕೆ. ಗೌರಿಶಂಕರ ಸ್ವಾಮಿ, ಕೊಳಗಲ್ ಸಂಗಮೇಶ, ಕೊಟ್ರೇಶ್, ಜಾಲಿಹಾಳ್ ಶ್ರೀಧರ್, ಮಲ್ಲನಗೌಡ, ಎ. ಸಾಯಿಪ್ರಸಾದ್ ಸೇರಿದಂತೆ ಹಲವರು ಉಪಸ್ಥಿತರಿದ್ದರು. ಇನ್ನೊಂದೆಡೆ, ಬಳ್ಳಾರಿಯಿಂದ ಗುಂತಕಲ್ ಹಾಗೂ ಹೊಸಪೇಟೆ ಮಾರ್ಗದ ಪ್ರಯಾಣಿಕರ ಬೇಡಿಕೆಗಳನ್ನು ಸಹ ಮನವಿಯಲ್ಲಿ ಸೇರಿಸಲಾಗಿದೆ. xyxy=(12,607,354,716)
railway-photo xyxy=(12,452,354,602)
puneeth-byline: ಹೊಸಪೇಟೆ ಟೈಮ್ಸ್ ನ್ಯೂಸ್ xyxy=(433,863,503,872)
puneeth-headline: ಪುನೀತ್ ರಾಜಕುಮಾರ್ ಜನ್ಮದಿನ: ಕೊಟ್ಟೂರಿನಲ್ಲಿ ಸೇವಾ ಕಾರ್ಯಗಳ ಮೂಲಕ ಆಚರಣೆ xyxy=(406,829,900,850)
masthead xyxy=(8,6,937,36)
cheque-headline: ರೂ.ಐದು ಲಕ್ಷ ಪರಿಹಾರ ಚೆಕ್ ವಿತರಣೆ xyxy=(52,43,314,67)
